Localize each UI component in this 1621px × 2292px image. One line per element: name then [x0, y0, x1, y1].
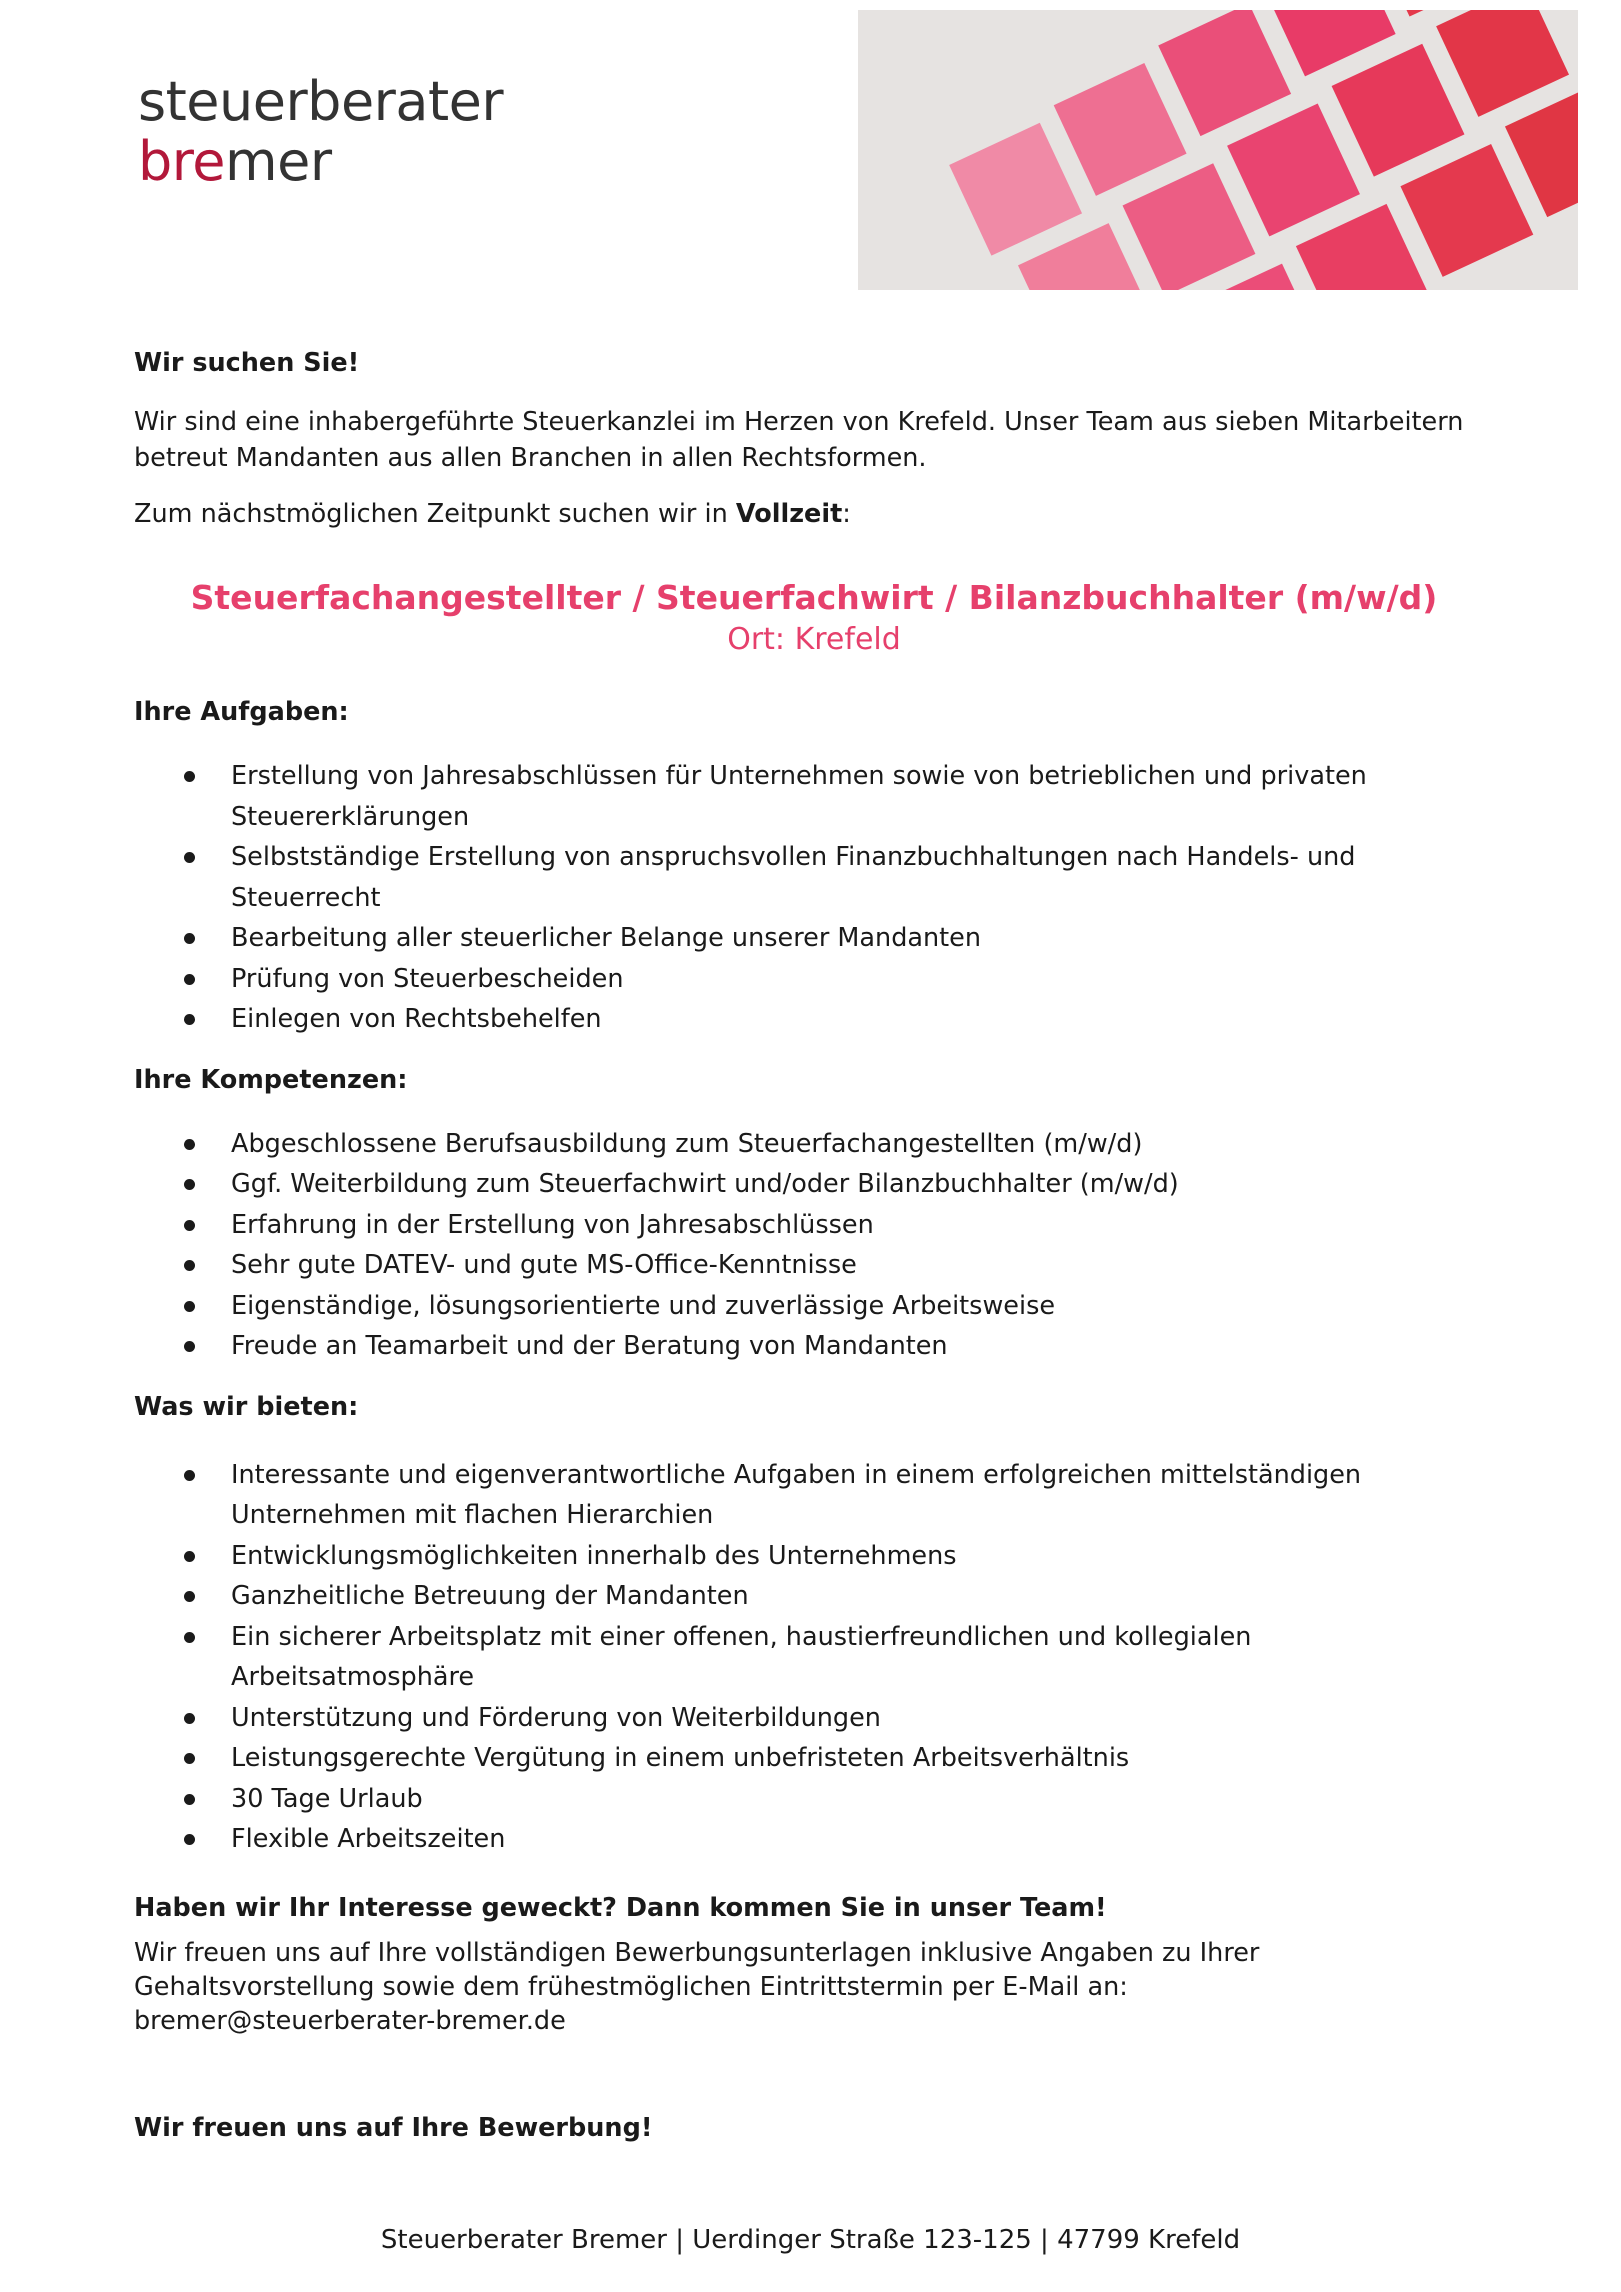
list-item [134, 999, 1494, 1040]
list-item [134, 1738, 1494, 1779]
list-item [134, 1779, 1494, 1820]
contact-email: bremer@steuerberater-bremer.de [134, 2005, 566, 2036]
list-item [134, 1617, 1494, 1698]
bullet-icon [184, 1470, 195, 1481]
tasks-heading: Ihre Aufgaben: [134, 697, 349, 727]
closing-heading: Haben wir Ihr Interesse geweckt? Dann kommen Sie in unser Team! [134, 1892, 1107, 1923]
bullet-icon [184, 1794, 195, 1805]
job-title: Steuerfachangestellter / Steuerfachwirt / Bilanzbuchhalter (m/w/d) [190, 578, 1438, 617]
bullet-icon [184, 1341, 195, 1352]
list-item [134, 1455, 1494, 1536]
list-item [134, 1124, 1494, 1165]
bullet-icon [184, 1301, 195, 1312]
list-item [134, 1245, 1494, 1286]
list-item [134, 837, 1494, 918]
list-item-text: Selbstständige Erstellung von anspruchsvollen Finanzbuchhaltungen nach Handels- und Steuerrecht [231, 842, 1356, 913]
list-item [134, 756, 1494, 837]
list-item-text: Entwicklungsmöglichkeiten innerhalb des Unternehmens [231, 1540, 957, 1571]
list-item-text: Sehr gute DATEV- und gute MS-Office-Kenntnisse [231, 1250, 857, 1280]
signoff: Wir freuen uns auf Ihre Bewerbung! [134, 2112, 653, 2143]
list-item-text: Interessante und eigenverantwortliche Aufgaben in einem erfolgreichen mittelständigen Unternehmen mit flachen Hierarchien [231, 1459, 1362, 1530]
closing-paragraph: Wir freuen uns auf Ihre vollständigen Bewerbungsunterlagen inklusive Angaben zu Ihrer Gehaltsvorstellung sowie dem frühestmöglichen Eintrittstermin per E-Mail an: [134, 1937, 1260, 2002]
list-item-text: Unterstützung und Förderung von Weiterbildungen [231, 1702, 881, 1733]
job-location: Ort: Krefeld [727, 622, 901, 657]
bullet-icon [184, 1591, 195, 1602]
list-item-text: Ggf. Weiterbildung zum Steuerfachwirt und/oder Bilanzbuchhalter (m/w/d) [231, 1169, 1179, 1199]
list-item [134, 1819, 1494, 1860]
bullet-icon [184, 1753, 195, 1764]
intro-heading: Wir suchen Sie! [134, 348, 360, 378]
list-item [134, 1326, 1494, 1367]
bullet-icon [184, 852, 195, 863]
list-item-text: Erstellung von Jahresabschlüssen für Unternehmen sowie von betrieblichen und privaten Steuererklärungen [231, 761, 1367, 832]
list-item-text: Abgeschlossene Berufsausbildung zum Steuerfachangestellten (m/w/d) [231, 1128, 1143, 1159]
list-item [134, 1536, 1494, 1577]
list-item-text: Freude an Teamarbeit und der Beratung von Mandanten [231, 1331, 948, 1361]
bullet-icon [184, 1220, 195, 1231]
list-item-text: Erfahrung in der Erstellung von Jahresabschlüssen [231, 1209, 874, 1240]
bullet-icon [184, 1014, 195, 1025]
intro-paragraph: Wir sind eine inhabergeführte Steuerkanzlei im Herzen von Krefeld. Unser Team aus sieben Mitarbeitern betreut Mandanten aus allen Branchen in allen Rechtsformen. [134, 407, 1464, 473]
list-item-text: Ein sicherer Arbeitsplatz mit einer offenen, haustierfreundlichen und kollegialen Arbeitsatmosphäre [231, 1621, 1252, 1692]
list-item [134, 1205, 1494, 1246]
list-item [134, 1698, 1494, 1739]
bullet-icon [184, 933, 195, 944]
list-item-text: 30 Tage Urlaub [231, 1783, 423, 1814]
list-item-text: Bearbeitung aller steuerlicher Belange unserer Mandanten [231, 923, 982, 953]
brand-squares-graphic [858, 10, 1578, 290]
bullet-icon [184, 1713, 195, 1724]
bullet-icon [184, 1139, 195, 1150]
employment-type-end: : [842, 499, 851, 529]
employment-type-text: Zum nächstmöglichen Zeitpunkt suchen wir in [134, 499, 736, 529]
employment-type-bold: Vollzeit [735, 499, 843, 529]
offer-list [134, 1455, 1494, 1860]
list-item-text: Eigenständige, lösungsorientierte und zuverlässige Arbeitsweise [231, 1290, 1056, 1321]
list-item [134, 918, 1494, 959]
bullet-icon [184, 1551, 195, 1562]
skills-list [134, 1124, 1494, 1367]
logo-rest-text: mer [225, 130, 332, 193]
list-item-text: Einlegen von Rechtsbehelfen [231, 1004, 602, 1034]
skills-heading: Ihre Kompetenzen: [134, 1064, 408, 1095]
tasks-list [134, 756, 1494, 1040]
list-item [134, 959, 1494, 1000]
list-item [134, 1286, 1494, 1327]
company-logo [138, 72, 503, 192]
bullet-icon [184, 1834, 195, 1845]
logo-line-1: steuerberater [138, 70, 504, 133]
bullet-icon [184, 1260, 195, 1271]
bullet-icon [184, 974, 195, 985]
logo-accent-text: bre [138, 130, 226, 193]
list-item-text: Leistungsgerechte Vergütung in einem unbefristeten Arbeitsverhältnis [231, 1743, 1130, 1773]
list-item-text: Flexible Arbeitszeiten [231, 1824, 506, 1854]
logo-line-2 [138, 132, 503, 192]
job-posting-body [134, 345, 1494, 2146]
list-item-text: Ganzheitliche Betreuung der Mandanten [231, 1581, 749, 1611]
list-item [134, 1576, 1494, 1617]
list-item [134, 1164, 1494, 1205]
bullet-icon [184, 771, 195, 782]
bullet-icon [184, 1179, 195, 1190]
bullet-icon [184, 1632, 195, 1643]
list-item-text: Prüfung von Steuerbescheiden [231, 963, 624, 994]
footer-address: Steuerberater Bremer | Uerdinger Straße 123-125 | 47799 Krefeld [380, 2225, 1241, 2255]
employment-type-paragraph [134, 496, 1494, 532]
offer-heading: Was wir bieten: [134, 1391, 359, 1422]
